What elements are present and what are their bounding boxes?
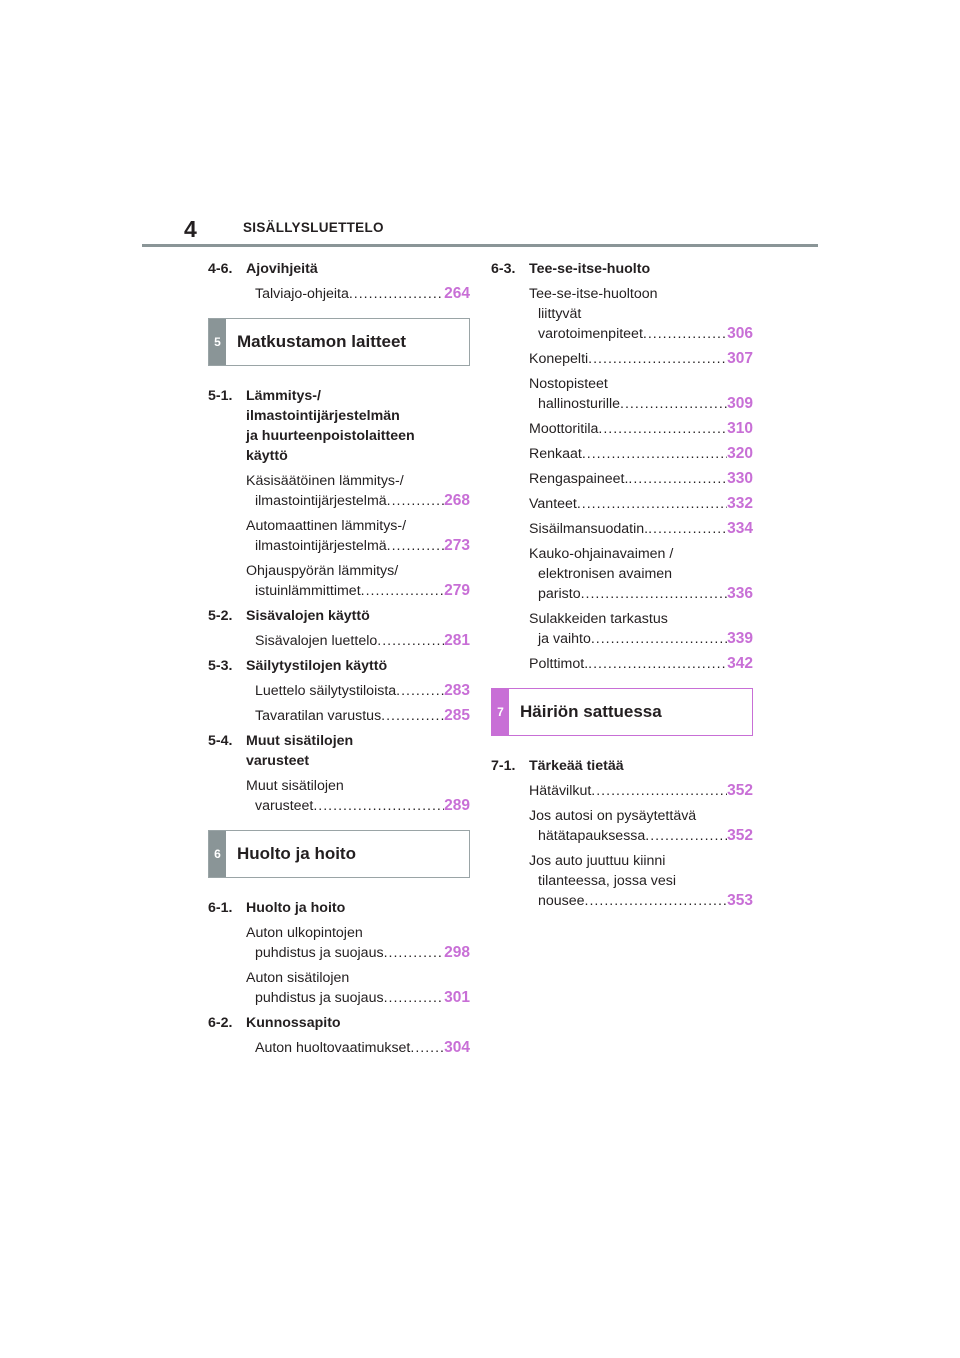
entry-text: Automaattinen lämmitys-/ <box>246 518 407 534</box>
section-number: 5-3. <box>208 658 233 674</box>
toc-entry[interactable] <box>529 444 753 464</box>
page-link[interactable]: 342 <box>727 655 753 672</box>
page-link[interactable]: 268 <box>444 492 470 509</box>
page-number: 4 <box>184 216 197 242</box>
section-number: 6-1. <box>208 900 233 916</box>
section-title: Tärkeää tietää <box>529 758 624 774</box>
dot-leader <box>628 469 727 489</box>
chapter-header-6[interactable] <box>208 830 470 878</box>
dot-leader <box>349 284 444 304</box>
entry-text: Käsisäätöinen lämmitys-/ <box>246 473 404 489</box>
toc-entry[interactable] <box>246 776 470 816</box>
section-number: 5-4. <box>208 733 233 749</box>
entry-text: puhdistus ja suojaus <box>255 990 384 1006</box>
page-link[interactable]: 264 <box>444 285 470 302</box>
section-title: Sisävalojen käyttö <box>246 608 370 624</box>
section-heading <box>208 656 470 676</box>
dot-leader <box>585 891 728 911</box>
toc-entry[interactable] <box>529 851 753 911</box>
dot-leader <box>410 1038 444 1058</box>
page-link[interactable]: 307 <box>727 350 753 367</box>
toc-entry[interactable] <box>529 419 753 439</box>
toc-entry[interactable] <box>529 374 753 414</box>
toc-entry[interactable] <box>246 471 470 511</box>
dot-leader <box>620 394 727 414</box>
entry-text: Kauko-ohjainavaimen / <box>529 546 674 562</box>
page-link[interactable]: 285 <box>444 707 470 724</box>
section-heading <box>208 259 470 279</box>
dot-leader <box>387 491 444 511</box>
entry-text: ilmastointijärjestelmä <box>255 493 387 509</box>
toc-entry[interactable] <box>246 968 470 1008</box>
entry-text: Auton sisätilojen <box>246 970 350 986</box>
chapter-title: Häiriön sattuessa <box>520 702 662 721</box>
dot-leader <box>643 324 727 344</box>
entry-text: Luettelo säilytystiloista <box>255 683 397 699</box>
toc-entry[interactable] <box>529 654 753 674</box>
section-title: Huolto ja hoito <box>246 900 346 916</box>
page-link[interactable]: 330 <box>727 470 753 487</box>
section-heading <box>208 1013 470 1033</box>
page-link[interactable]: 298 <box>444 944 470 961</box>
page-link[interactable]: 339 <box>727 630 753 647</box>
entry-text: Sisävalojen luettelo <box>255 633 378 649</box>
section-heading <box>208 606 470 626</box>
page-link[interactable]: 352 <box>727 827 753 844</box>
chapter-tab: 7 <box>492 689 509 735</box>
entry-text: puhdistus ja suojaus <box>255 945 384 961</box>
page-link[interactable]: 353 <box>727 892 753 909</box>
toc-column-right <box>491 254 753 916</box>
entry-text: Jos autosi on pysäytettävä <box>529 808 697 824</box>
dot-leader <box>396 681 444 701</box>
entry-text: Tee-se-itse-huoltoon <box>529 286 658 302</box>
entry-text: tilanteessa, jossa vesi <box>538 873 677 889</box>
entry-text: liittyvät <box>538 306 582 322</box>
dot-leader <box>588 349 727 369</box>
section-heading <box>208 386 470 466</box>
page-link[interactable]: 273 <box>444 537 470 554</box>
entry-text: hätätapauksessa <box>538 828 646 844</box>
entry-text: Ohjauspyörän lämmitys/ <box>246 563 399 579</box>
entry-text: Rengaspaineet. <box>529 471 629 487</box>
section-number: 7-1. <box>491 758 516 774</box>
entry-text: Tavaratilan varustus <box>255 708 382 724</box>
chapter-tab: 5 <box>209 319 226 365</box>
section-title: Kunnossapito <box>246 1015 341 1031</box>
entry-text: Sisäilmansuodatin. <box>529 521 649 537</box>
section-number: 5-2. <box>208 608 233 624</box>
dot-leader <box>582 444 727 464</box>
page-link[interactable]: 352 <box>727 782 753 799</box>
dot-leader <box>645 826 727 846</box>
dot-leader <box>598 419 727 439</box>
dot-leader <box>361 581 444 601</box>
chapter-header-7[interactable] <box>491 688 753 736</box>
entry-text: Renkaat <box>529 446 582 462</box>
chapter-tab: 6 <box>209 831 226 877</box>
section-number: 5-1. <box>208 388 233 404</box>
entry-text: Hätävilkut <box>529 783 592 799</box>
entry-text: elektronisen avaimen <box>538 566 673 582</box>
entry-text: Auton huoltovaatimukset <box>255 1040 411 1056</box>
toc-entry[interactable] <box>529 494 753 514</box>
page-link[interactable]: 309 <box>727 395 753 412</box>
dot-leader <box>577 494 727 514</box>
section-heading <box>208 898 470 918</box>
entry-text: Auton ulkopintojen <box>246 925 363 941</box>
toc-entry[interactable] <box>529 284 753 344</box>
dot-leader <box>581 584 728 604</box>
toc-entry[interactable] <box>246 284 470 304</box>
dot-leader <box>387 536 444 556</box>
dot-leader <box>313 796 444 816</box>
toc-entry[interactable] <box>246 561 470 601</box>
section-title: Tee-se-itse-huolto <box>529 261 651 277</box>
toc-entry[interactable] <box>246 1038 470 1058</box>
page-link[interactable]: 336 <box>727 585 753 602</box>
toc-entry[interactable] <box>246 923 470 963</box>
page-link[interactable]: 301 <box>444 989 470 1006</box>
entry-text: Nostopisteet <box>529 376 608 392</box>
dot-leader <box>591 781 727 801</box>
page-link[interactable]: 306 <box>727 325 753 342</box>
dot-leader <box>648 519 727 539</box>
header-divider <box>142 244 818 247</box>
page-link[interactable]: 283 <box>444 682 470 699</box>
toc-entry[interactable] <box>529 806 753 846</box>
section-title: Säilytystilojen käyttö <box>246 658 388 674</box>
section-number: 4-6. <box>208 261 233 277</box>
entry-text: Sulakkeiden tarkastus <box>529 611 668 627</box>
entry-text: ja vaihto <box>538 631 591 647</box>
chapter-title: Huolto ja hoito <box>237 844 356 863</box>
entry-text: ilmastointijärjestelmä <box>255 538 387 554</box>
section-heading <box>208 731 470 771</box>
page-link[interactable]: 281 <box>444 632 470 649</box>
page-link[interactable]: 334 <box>727 520 753 537</box>
section-heading <box>491 756 753 776</box>
toc-entry[interactable] <box>246 516 470 556</box>
toc-entry[interactable] <box>529 544 753 604</box>
chapter-title: Matkustamon laitteet <box>237 332 407 351</box>
entry-text: varusteet <box>255 798 314 814</box>
dot-leader <box>381 706 444 726</box>
dot-leader <box>588 654 727 674</box>
dot-leader <box>384 943 445 963</box>
entry-text: Konepelti <box>529 351 589 367</box>
toc-entry[interactable] <box>529 469 753 489</box>
toc-entry[interactable] <box>529 781 753 801</box>
toc-entry[interactable] <box>246 681 470 701</box>
toc-entry[interactable] <box>529 609 753 649</box>
entry-text: hallinosturille <box>538 396 621 412</box>
page-link[interactable]: 304 <box>444 1039 470 1056</box>
section-number: 6-3. <box>491 261 516 277</box>
section-title: Lämmitys-/ ilmastointijärjestelmän ja huurteenpoistolaitteen käyttö <box>246 388 415 464</box>
toc-column-left <box>208 254 470 1063</box>
page-link[interactable]: 332 <box>727 495 753 512</box>
toc-entry[interactable] <box>529 519 753 539</box>
page-link[interactable]: 279 <box>444 582 470 599</box>
section-title: Ajovihjeitä <box>246 261 318 277</box>
entry-text: Moottoritila <box>529 421 599 437</box>
toc-entry[interactable] <box>246 706 470 726</box>
toc-entry[interactable] <box>246 631 470 651</box>
page-title: SISÄLLYSLUETTELO <box>243 220 384 235</box>
page-link[interactable]: 310 <box>727 420 753 437</box>
entry-text: paristo <box>538 586 581 602</box>
dot-leader <box>377 631 444 651</box>
entry-text: Polttimot. <box>529 656 589 672</box>
dot-leader <box>384 988 445 1008</box>
entry-text: Jos auto juuttuu kiinni <box>529 853 666 869</box>
section-title: Muut sisätilojen varusteet <box>246 733 354 769</box>
page-link[interactable]: 320 <box>727 445 753 462</box>
entry-text: Vanteet <box>529 496 577 512</box>
entry-text: istuinlämmittimet <box>255 583 361 599</box>
chapter-header-5[interactable] <box>208 318 470 366</box>
entry-text: Talviajo-ohjeita <box>255 286 349 302</box>
section-number: 6-2. <box>208 1015 233 1031</box>
dot-leader <box>591 629 727 649</box>
toc-entry[interactable] <box>529 349 753 369</box>
entry-text: nousee <box>538 893 585 909</box>
entry-text: Muut sisätilojen <box>246 778 344 794</box>
page-link[interactable]: 289 <box>444 797 470 814</box>
section-heading <box>491 259 753 279</box>
entry-text: varotoimenpiteet <box>538 326 643 342</box>
